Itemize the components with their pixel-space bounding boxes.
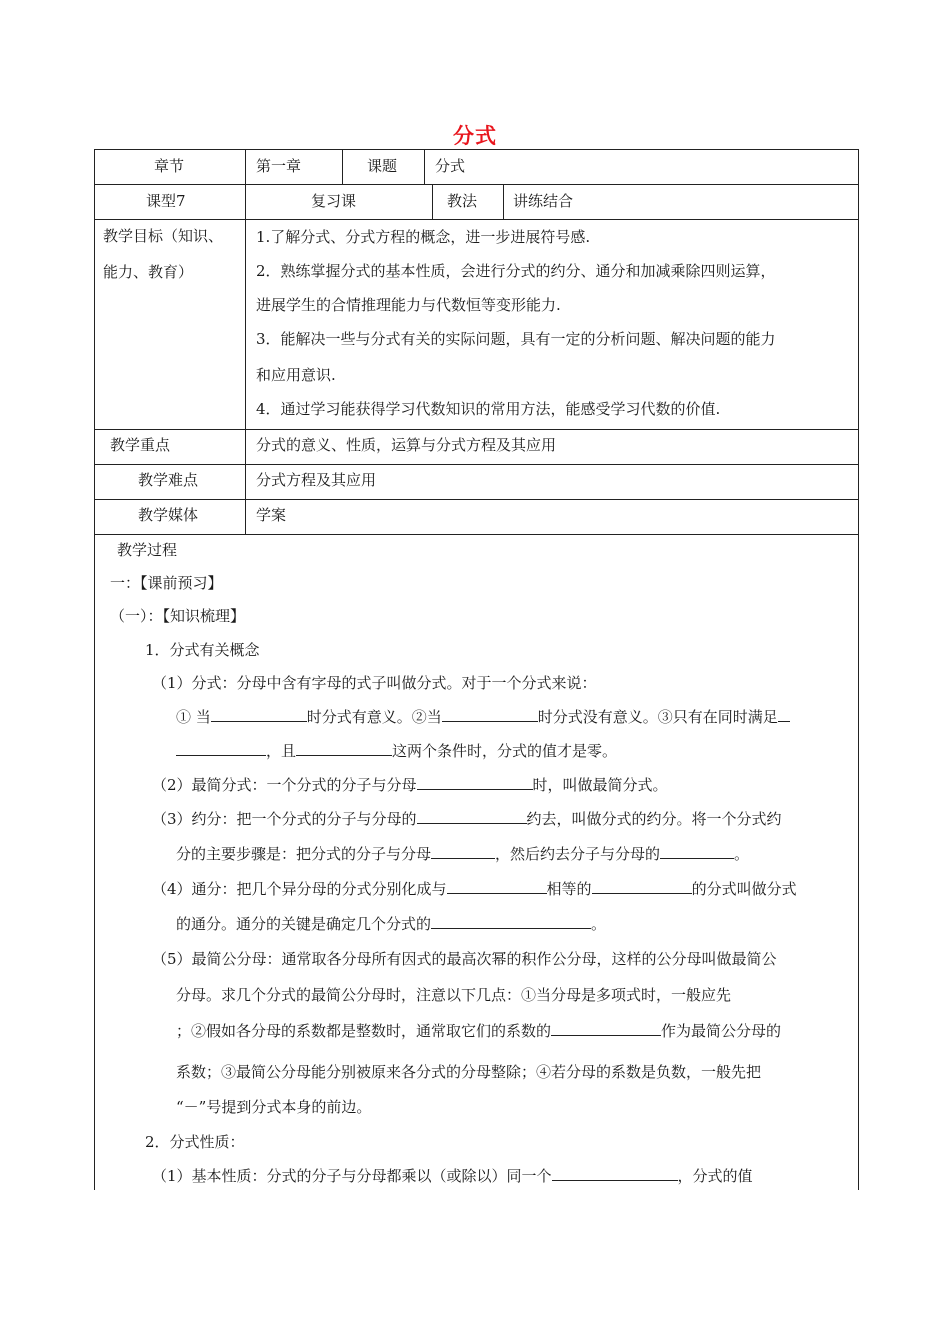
row-divider: [94, 499, 858, 500]
paragraph-line: 分的主要步骤是：把分式的分子与分母 ，然后约去分子与分母的 。: [176, 845, 750, 863]
sub-heading: （一）：【知识梳理】: [110, 607, 246, 625]
column-divider: [424, 149, 425, 184]
blank[interactable]: [431, 913, 591, 929]
blank[interactable]: [592, 878, 692, 894]
blank[interactable]: [552, 1165, 678, 1181]
row-divider: [94, 429, 858, 430]
paragraph-line: （1）基本性质：分式的分子与分母都乘以（或除以）同一个 ，分式的值: [152, 1167, 753, 1185]
row-divider: [94, 464, 858, 465]
item-heading: 1．分式有关概念: [145, 641, 260, 659]
paragraph-line: （4）通分：把几个异分母的分式分别化成与 相等的 的分式叫做分式: [152, 880, 797, 898]
key-points-value: 分式的意义、性质，运算与分式方程及其应用: [256, 436, 557, 454]
blank[interactable]: [442, 706, 538, 722]
goals-label: 能力、教育）: [103, 263, 194, 281]
paragraph-line: ① 当 时分式有意义。②当 时分式没有意义。③只有在同时满足: [176, 706, 790, 727]
blank[interactable]: [176, 740, 266, 756]
blank[interactable]: [447, 878, 547, 894]
chapter-label: 章节: [154, 157, 185, 175]
row-divider: [94, 184, 858, 185]
method-value: 讲练结合: [513, 192, 574, 210]
paragraph-line: 分母。求几个分式的最简公分母时，注意以下几点：①当分母是多项式时，一般应先: [176, 986, 732, 1004]
item-heading: 2．分式性质：: [145, 1133, 245, 1151]
paragraph-line: （3）约分：把一个分式的分子与分母的 约去，叫做分式的约分。将一个分式约: [152, 810, 782, 828]
blank[interactable]: [551, 1020, 661, 1036]
media-label: 教学媒体: [138, 506, 199, 524]
blank[interactable]: [417, 774, 533, 790]
column-divider: [503, 184, 504, 219]
lesson-type-label: 课型7: [146, 192, 186, 210]
row-divider: [94, 534, 858, 535]
key-points-label: 教学重点: [110, 436, 171, 454]
topic-label: 课题: [367, 157, 398, 175]
difficulty-value: 分式方程及其应用: [256, 471, 377, 489]
blank[interactable]: [431, 843, 495, 859]
paragraph-line: ；②假如各分母的系数都是整数时，通常取它们的系数的 作为最简公分母的: [176, 1022, 782, 1040]
goal-line: 4．通过学习能获得学习代数知识的常用方法，能感受学习代数的价值.: [256, 400, 721, 418]
row-divider: [94, 219, 858, 220]
blank[interactable]: [660, 843, 734, 859]
media-value: 学案: [256, 506, 287, 524]
chapter-value: 第一章: [256, 157, 302, 175]
page-title: 分式: [453, 124, 497, 148]
blank[interactable]: [778, 706, 790, 722]
paragraph-line: ，且 这两个条件时，分式的值才是零。: [176, 740, 617, 761]
section-heading: 一：【课前预习】: [110, 574, 223, 592]
method-label: 教法: [447, 192, 478, 210]
lesson-type-value: 复习课: [311, 192, 357, 210]
column-divider: [432, 184, 433, 219]
goal-line: 1.了解分式、分式方程的概念，进一步进展符号感.: [256, 228, 591, 246]
paragraph-line: （1）分式：分母中含有字母的式子叫做分式。对于一个分式来说：: [152, 674, 597, 692]
difficulty-label: 教学难点: [138, 471, 199, 489]
goal-line: 3．能解决一些与分式有关的实际问题，具有一定的分析问题、解决问题的能力: [256, 330, 776, 348]
blank[interactable]: [417, 808, 527, 824]
goal-line: 进展学生的合情推理能力与代数恒等变形能力.: [256, 296, 561, 314]
topic-value: 分式: [435, 157, 466, 175]
paragraph-line: 系数；③最简公分母能分别被原来各分式的分母整除；④若分母的系数是负数，一般先把: [176, 1063, 762, 1081]
goal-line: 和应用意识.: [256, 366, 336, 384]
process-heading: 教学过程: [117, 541, 178, 559]
goals-label: 教学目标（知识、: [103, 227, 224, 245]
blank[interactable]: [296, 740, 392, 756]
column-divider: [245, 149, 246, 534]
paragraph-line: 的通分。通分的关键是确定几个分式的 。: [176, 915, 607, 933]
column-divider: [342, 149, 343, 184]
paragraph-line: “－”号提到分式本身的前边。: [176, 1098, 372, 1116]
paragraph-line: （2）最简分式：一个分式的分子与分母 时，叫做最简分式。: [152, 776, 668, 794]
paragraph-line: （5）最简公分母：通常取各分母所有因式的最高次幂的积作公分母，这样的公分母叫做最简公: [152, 950, 777, 968]
blank[interactable]: [211, 706, 307, 722]
goal-line: 2．熟练掌握分式的基本性质，会进行分式的约分、通分和加减乘除四则运算，: [256, 262, 776, 280]
